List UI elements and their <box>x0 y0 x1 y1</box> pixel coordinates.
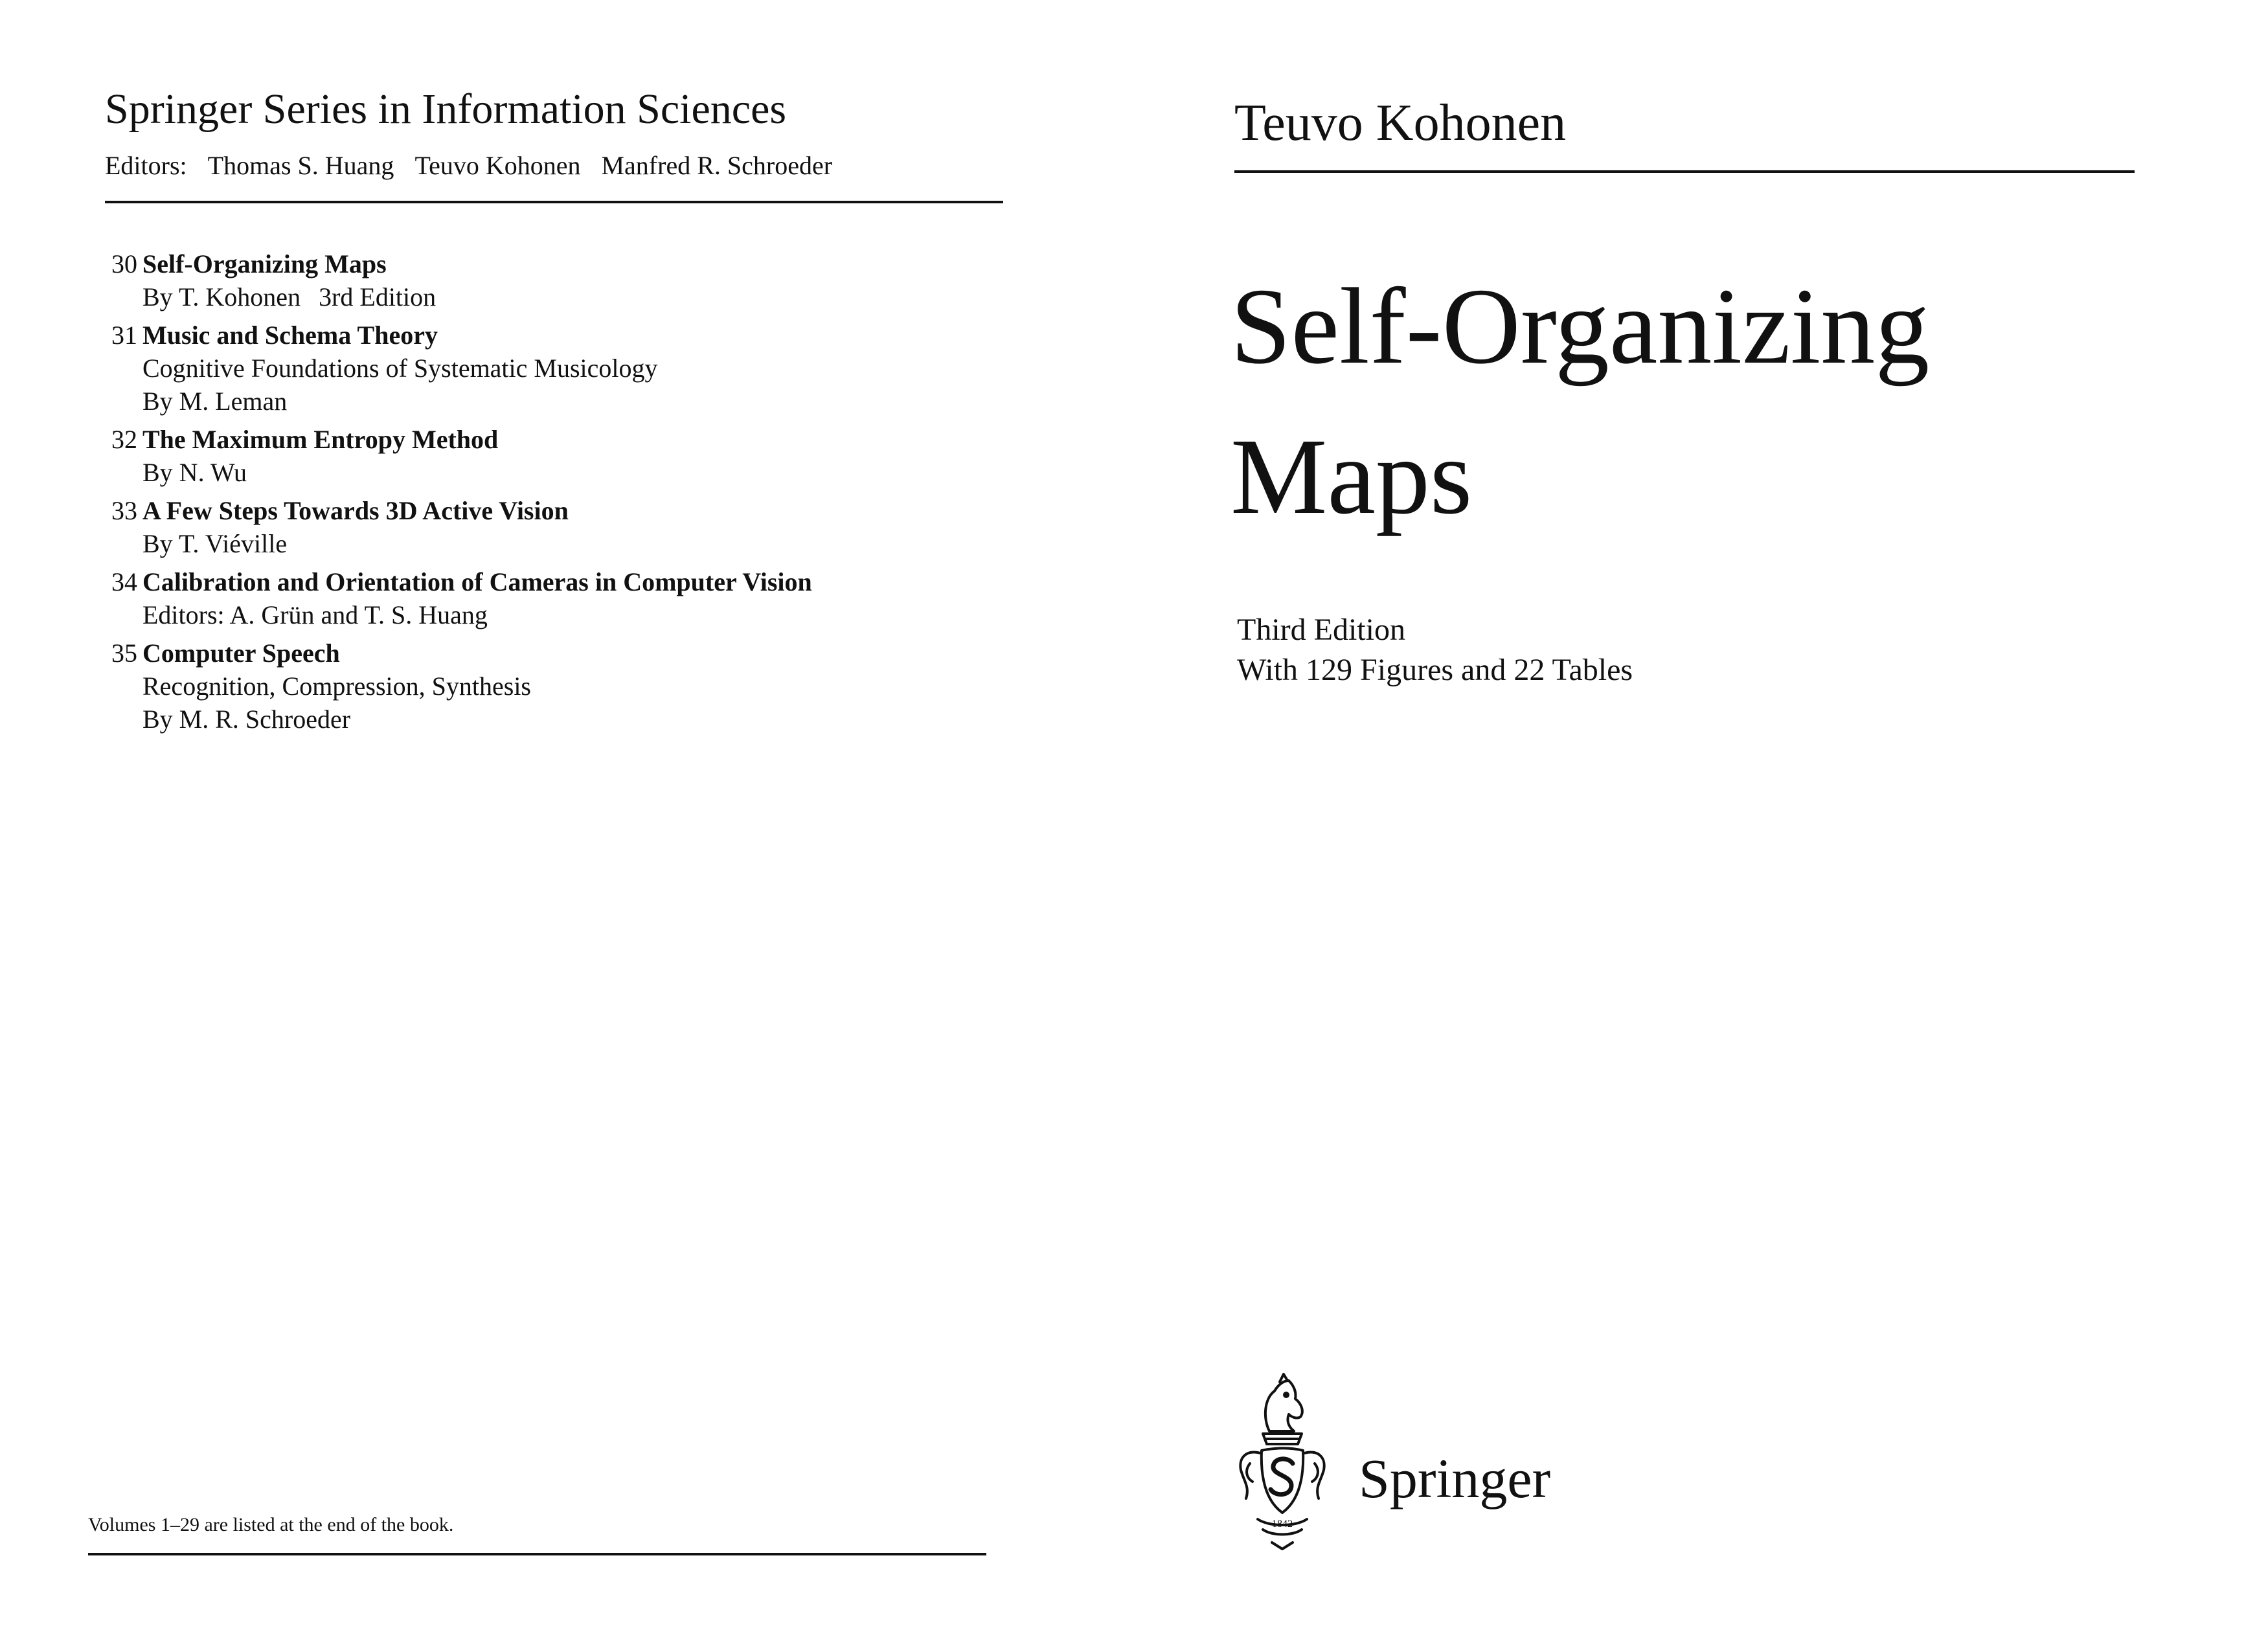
volume-entry <box>97 423 1004 489</box>
volume-title: Music and Schema Theory <box>142 321 438 350</box>
volume-author: By N. Wu <box>142 458 247 487</box>
volume-title: Self-Organizing Maps <box>142 249 387 278</box>
series-editors <box>105 153 832 179</box>
figures-tables-label: With 129 Figures and 22 Tables <box>1237 653 1633 687</box>
volume-number: 35 <box>111 639 137 668</box>
publisher-name: Springer <box>1359 1447 1551 1509</box>
volume-entry <box>97 565 1004 631</box>
volume-number: 30 <box>111 249 137 278</box>
volume-number: 32 <box>111 425 137 454</box>
book-title-line: Maps <box>1230 416 1473 537</box>
volume-number: 33 <box>111 496 137 525</box>
volume-title: Calibration and Orientation of Cameras in Computer Vision <box>142 567 812 596</box>
edition-label: Third Edition <box>1237 613 1405 647</box>
volume-entry <box>97 247 1004 313</box>
svg-text:1842: 1842 <box>1272 1519 1293 1530</box>
volume-subtitle: Recognition, Compression, Synthesis <box>142 672 531 701</box>
book-title-line: Self-Organizing <box>1230 266 1930 387</box>
volume-entry <box>97 319 1004 418</box>
volume-author-line <box>142 280 1004 313</box>
book-title <box>1230 251 1929 552</box>
volume-author: By T. Kohonen <box>142 282 301 311</box>
author-rule <box>1234 170 2135 173</box>
volume-list <box>97 247 1004 741</box>
editor-name: Thomas S. Huang <box>207 151 394 180</box>
volume-entry <box>97 637 1004 736</box>
volume-author: Editors: A. Grün and T. S. Huang <box>142 600 488 629</box>
volume-entry <box>97 494 1004 560</box>
volume-author: By M. Leman <box>142 387 288 416</box>
series-header-rule <box>105 201 1003 203</box>
editor-name: Manfred R. Schroeder <box>601 151 833 180</box>
volume-number: 31 <box>111 321 137 350</box>
footer-rule <box>88 1553 986 1555</box>
springer-knight-logo-icon <box>1224 1366 1341 1554</box>
volume-title: The Maximum Entropy Method <box>142 425 499 454</box>
editor-name: Teuvo Kohonen <box>414 151 581 180</box>
volume-title: Computer Speech <box>142 639 340 668</box>
volume-author: By T. Viéville <box>142 529 288 558</box>
volume-number: 34 <box>111 567 137 596</box>
volume-subtitle: Cognitive Foundations of Systematic Musicology <box>142 354 658 383</box>
volumes-note: Volumes 1–29 are listed at the end of the book. <box>88 1514 454 1535</box>
volume-author: By M. R. Schroeder <box>142 705 351 734</box>
book-info <box>1237 610 1633 690</box>
volume-title: A Few Steps Towards 3D Active Vision <box>142 496 569 525</box>
author-name: Teuvo Kohonen <box>1234 95 1567 152</box>
volume-edition-note: 3rd Edition <box>319 282 437 311</box>
series-title: Springer Series in Information Sciences <box>105 85 787 133</box>
editors-label: Editors: <box>105 151 187 180</box>
